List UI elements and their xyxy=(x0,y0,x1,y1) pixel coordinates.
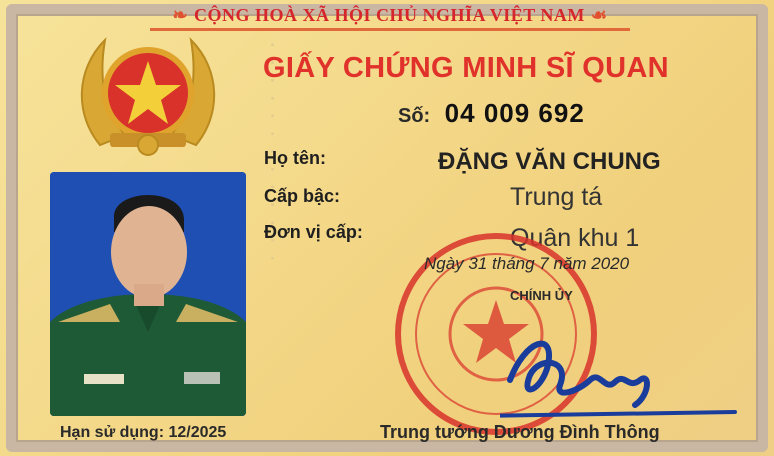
rank-label: Cấp bậc: xyxy=(264,186,341,206)
name-value: ĐẶNG VĂN CHUNG xyxy=(438,148,661,175)
unit-label: Đơn vị cấp: xyxy=(264,222,363,242)
banner-text: CỘNG HOÀ XÃ HỘI CHỦ NGHĨA VIỆT NAM xyxy=(194,4,585,25)
document-number xyxy=(398,98,585,129)
handwritten-signature-icon xyxy=(500,320,740,430)
portrait-figure xyxy=(50,172,246,416)
unit-value: Quân khu 1 xyxy=(510,224,640,252)
issue-date: Ngày 31 tháng 7 năm 2020 xyxy=(424,254,630,273)
document-title: GIẤY CHỨNG MINH SĨ QUAN xyxy=(263,52,669,84)
number-value: 04 009 692 xyxy=(444,98,585,128)
signer-name: Trung tướng Dương Đình Thông xyxy=(380,422,660,442)
name-label: Họ tên: xyxy=(264,148,326,168)
number-label: Số: xyxy=(398,105,431,127)
flourish-left-icon: ❧ xyxy=(172,4,189,25)
national-emblem-icon xyxy=(70,25,226,165)
expiry-date: Hạn sử dụng: 12/2025 xyxy=(60,424,227,441)
signer-role: CHÍNH ỦY xyxy=(510,288,573,303)
security-watermark: ▪ ▪ ▪ ▪ ▪ ▪ ▪ ▪ ▪ ▪ ▪ ▪ ▪ xyxy=(267,40,278,267)
portrait-photo xyxy=(50,172,246,416)
flourish-right-icon: ☙ xyxy=(590,4,608,25)
rank-value: Trung tá xyxy=(510,183,603,211)
